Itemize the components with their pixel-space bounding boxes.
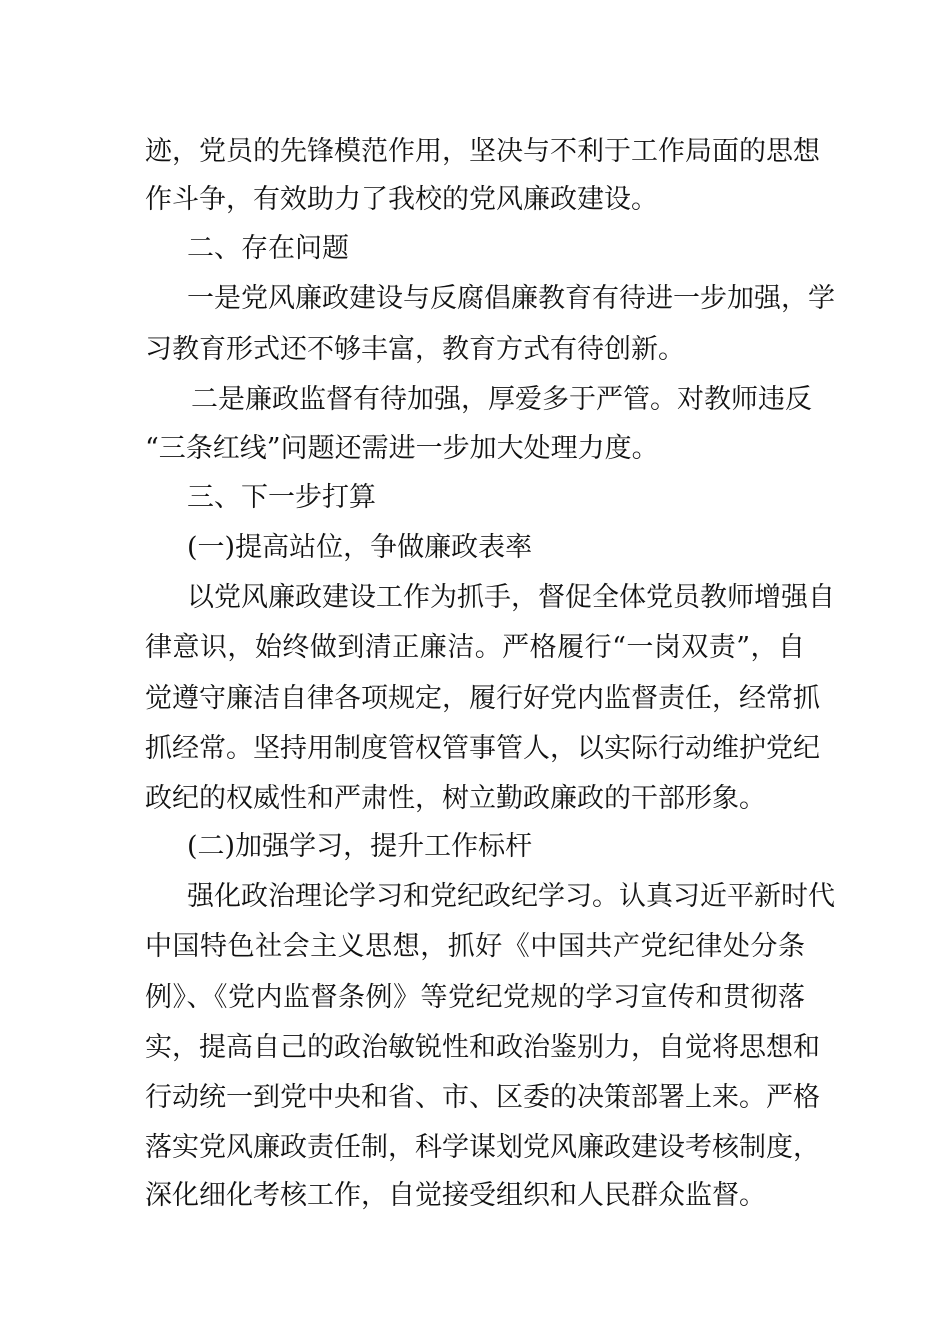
section-heading: 三、下一步打算 <box>187 482 376 513</box>
text-line: 抓经常。坚持用制度管权管事管人，以实际行动维护党纪 <box>145 733 820 764</box>
sub-heading: (一)提高站位，争做廉政表率 <box>187 532 533 563</box>
text-line: 深化细化考核工作，自觉接受组织和人民群众监督。 <box>145 1180 766 1211</box>
text-line: 作斗争，有效助力了我校的党风廉政建设。 <box>145 184 658 215</box>
text-line: 迹，党员的先锋模范作用，坚决与不利于工作局面的思想 <box>145 136 820 167</box>
text-line: 政纪的权威性和严肃性，树立勤政廉政的干部形象。 <box>145 783 766 814</box>
text-line: 觉遵守廉洁自律各项规定，履行好党内监督责任，经常抓 <box>145 683 820 714</box>
text-line: “三条红线”问题还需进一步加大处理力度。 <box>145 433 659 464</box>
section-heading: 二、存在问题 <box>187 233 349 264</box>
sub-heading: (二)加强学习，提升工作标杆 <box>187 831 533 862</box>
text-line: 以党风廉政建设工作为抓手，督促全体党员教师增强自 <box>187 582 835 613</box>
text-line: 强化政治理论学习和党纪政纪学习。认真习近平新时代 <box>187 881 835 912</box>
text-line: 律意识，始终做到清正廉洁。严格履行“一岗双责”，自 <box>145 632 805 663</box>
text-line: 一是党风廉政建设与反腐倡廉教育有待进一步加强，学 <box>187 283 835 314</box>
text-line: 实，提高自己的政治敏锐性和政治鉴别力，自觉将思想和 <box>145 1032 820 1063</box>
text-line: 中国特色社会主义思想，抓好《中国共产党纪律处分条 <box>145 931 805 962</box>
text-line: 二是廉政监督有待加强，厚爱多于严管。对教师违反 <box>191 384 812 415</box>
text-line: 行动统一到党中央和省、市、区委的决策部署上来。严格 <box>145 1082 820 1113</box>
text-line: 例》、《党内监督条例》等党纪党规的学习宣传和贯彻落 <box>145 982 805 1013</box>
text-line: 习教育形式还不够丰富，教育方式有待创新。 <box>145 334 685 365</box>
text-line: 落实党风廉政责任制，科学谋划党风廉政建设考核制度， <box>145 1132 820 1163</box>
